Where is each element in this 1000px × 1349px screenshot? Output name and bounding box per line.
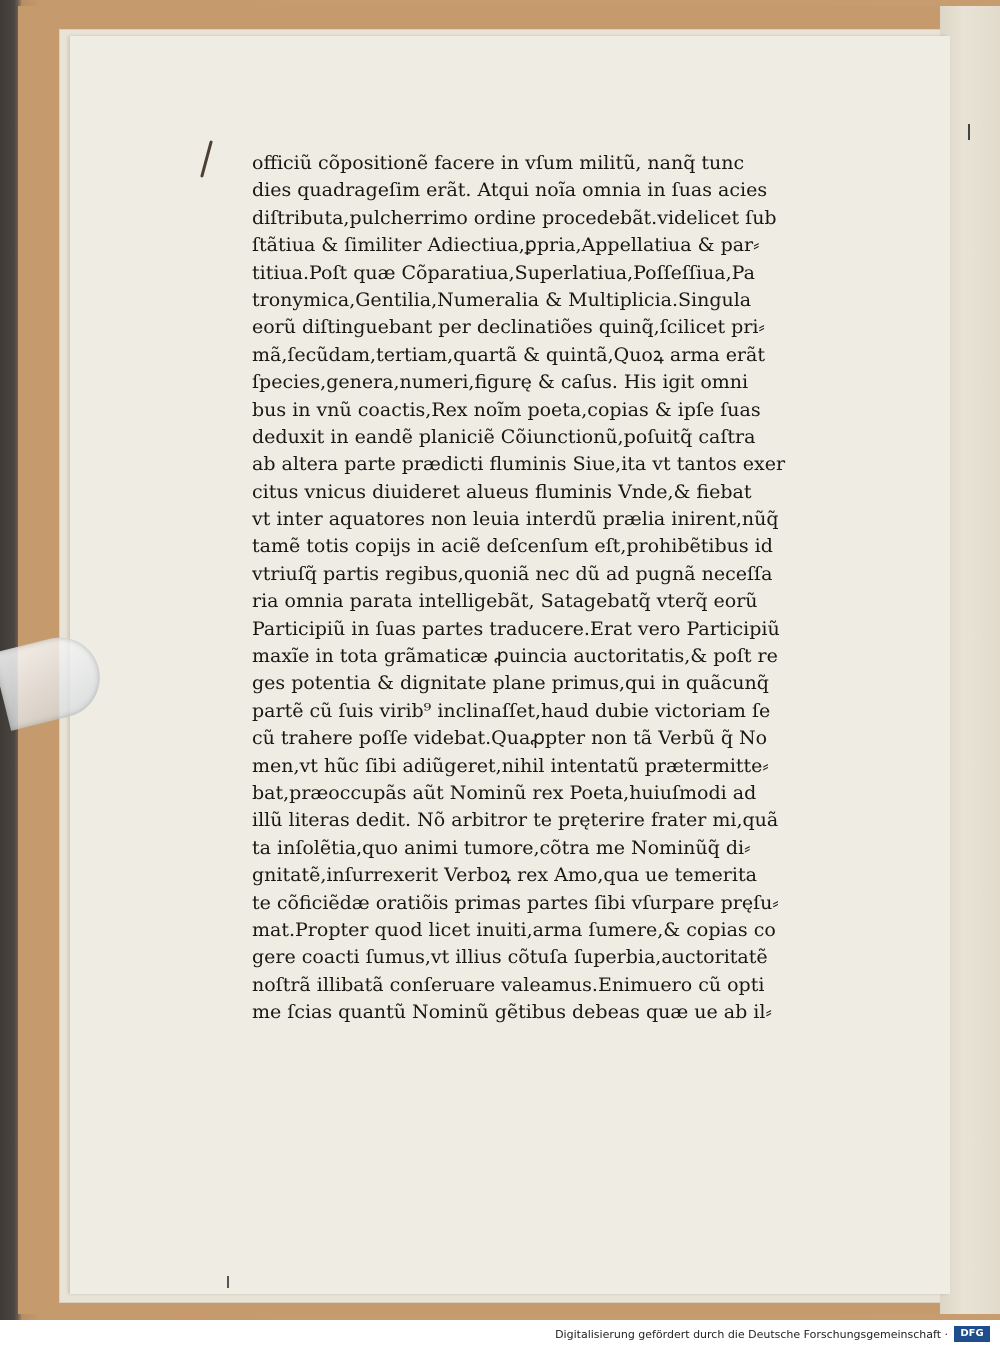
text-line: bat,præoccupãs aũt Nominũ rex Poeta,huiuſmodi ad [252,781,757,804]
text-line: tamẽ totis copijs in aciẽ deſcenſum eſt,prohibẽtibus id [252,535,773,558]
text-line: mat.Propter quod licet inuiti,arma ſumere,& copias co [252,918,776,941]
funding-credit: Digitalisierung gefördert durch die Deutsche Forschungsgemeinschaft · [555,1328,948,1341]
text-line: ſtãtiua & ſimiliter Adiectiua,ꝑpria,Appellatiua & par⸗ [252,234,760,257]
text-line: citus vnicus diuideret alueus fluminis Vnde,& fiebat [252,480,752,503]
text-line: ges potentia & dignitate plane primus,qui in quãcunq̃ [252,672,769,695]
text-line: men,vt hũc ſibi adiũgeret,nihil intentatũ prætermitte⸗ [252,754,769,777]
text-line: vt inter aquatores non leuia interdũ prælia inirent,nũq̃ [252,508,779,531]
latin-text-block [252,150,892,1027]
text-line: gere coacti ſumus,vt illius cõtuſa ſuperbia,auctoritatẽ [252,946,768,969]
text-line: eorũ diſtinguebant per declinatiões quinq̃,ſcilicet pri⸗ [252,316,765,339]
bottom-tick-mark [227,1276,229,1288]
text-line: bus in vnũ coactis,Rex noĩm poeta,copias & ipſe ſuas [252,398,761,421]
text-line: ſpecies,genera,numeri,figurę & caſus. His igit omni [252,371,749,394]
edge-tick-mark [968,124,970,140]
text-line: tronymica,Gentilia,Numeralia & Multiplicia.Singula [252,288,752,311]
text-line: partẽ cũ ſuis virib⁹ inclinaſſet,haud dubie victoriam ſe [252,699,771,722]
text-line: diſtributa,pulcherrimo ordine procedebãt.videlicet ſub [252,206,777,229]
footer-bar [0,1320,1000,1349]
text-line: mã,ſecũdam,tertiam,quartã & quintã,Quoꝝ arma erãt [252,343,765,366]
text-line: officiũ cõpositionẽ facere in vſum militũ, nanq̃ tunc [252,152,745,174]
text-line: maxĩe in tota grãmaticæ ꝓuincia auctoritatis,& poſt re [252,645,778,668]
text-line: me ſcias quantũ Nominũ gẽtibus debeas quæ ue ab il⸗ [252,1001,772,1024]
text-line: ria omnia parata intelligebãt, Satagebatq̃ vterq̃ eorũ [252,590,758,613]
text-line: gnitatẽ,inſurrexerit Verboꝝ rex Amo,qua ue temerita [252,864,757,887]
text-line: deduxit in eandẽ planiciẽ Cõiunctionũ,poſuitq̃ caſtra [252,425,756,448]
text-line: ta inſolẽtia,quo animi tumore,cõtra me Nominũq̃ di⸗ [252,836,751,859]
text-line: cũ trahere poſſe videbat.Quaꝓpter non tã Verbũ q̃ No [252,727,768,750]
text-line: vtriuſq̃ partis regibus,quoniã nec dũ ad pugnã neceſſa [252,562,773,585]
text-line: te cõficiẽdæ oratiõis primas partes ſibi vſurpare pręſu⸗ [252,891,779,914]
text-line: Participiũ in ſuas partes traducere.Erat vero Participiũ [252,617,780,640]
dfg-logo: DFG [954,1326,990,1342]
text-line: titiua.Poſt quæ Cõparatiua,Superlatiua,Poſſeſſiua,Pa [252,261,755,284]
text-line: illũ literas dedit. Nõ arbitror te pręterire frater mi,quã [252,809,779,832]
text-line: noſtrã illibatã conſeruare valeamus.Enimuero cũ opti [252,973,765,996]
text-line: ab altera parte prædicti fluminis Siue,ita vt tantos exer [252,453,786,476]
text-line: dies quadrageſim erãt. Atqui noĩa omnia in ſuas acies [252,179,768,202]
